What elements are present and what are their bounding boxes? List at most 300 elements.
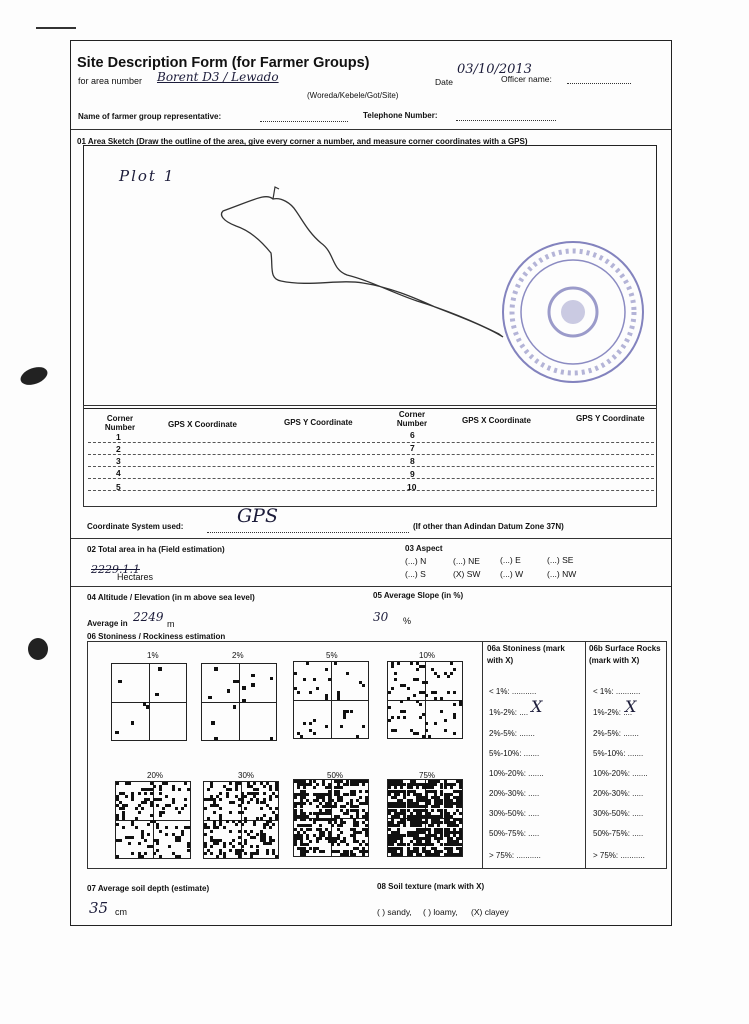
stone-mark: [356, 809, 359, 812]
slope-unit: %: [403, 616, 412, 626]
stone-mark: [331, 824, 334, 827]
stoniness-a-class-3[interactable]: 5%-10%: .......: [489, 749, 540, 758]
site-description-form: [70, 40, 672, 926]
stone-mark: [219, 814, 222, 817]
stone-mark: [434, 847, 437, 850]
stone-mark: [353, 809, 356, 812]
stone-mark: [210, 852, 213, 855]
stone-mark: [450, 837, 453, 840]
surface-rocks-b-class-2[interactable]: 2%-5%: .......: [593, 729, 639, 738]
stoniness-a-class-8[interactable]: > 75%: ...........: [489, 851, 541, 860]
stone-mark: [331, 799, 334, 802]
stone-mark: [309, 840, 312, 843]
stone-mark: [359, 802, 362, 805]
stone-mark: [150, 782, 153, 785]
stone-mark: [419, 691, 422, 694]
stone-mark: [403, 824, 406, 827]
stone-mark: [444, 780, 447, 783]
stone-mark: [260, 839, 263, 842]
stone-mark: [116, 823, 119, 826]
stone-mark: [235, 823, 238, 826]
corner-number-8: 8: [410, 456, 415, 466]
grid-divider-horizontal: [388, 700, 462, 701]
stone-mark: [444, 786, 447, 789]
stone-mark: [422, 665, 425, 668]
stone-mark: [275, 788, 278, 791]
stone-mark: [204, 852, 207, 855]
stone-mark: [316, 783, 319, 786]
stone-mark: [447, 828, 450, 831]
officer-name-field[interactable]: [567, 83, 631, 84]
stone-mark: [365, 790, 368, 793]
stoniness-grid-75pct: [387, 779, 463, 857]
stoniness-grid-20pct: [115, 781, 191, 859]
aspect-option-nw[interactable]: (...) NW: [547, 569, 577, 579]
surface-rocks-b-class-8[interactable]: > 75%: ...........: [593, 851, 645, 860]
stone-mark: [407, 793, 410, 796]
stone-mark: [356, 821, 359, 824]
aspect-option-ne[interactable]: (...) NE: [453, 556, 480, 566]
stoniness-a-class-6[interactable]: 30%-50%: .....: [489, 809, 540, 818]
stone-mark: [419, 783, 422, 786]
stone-mark: [397, 824, 400, 827]
total-area-value[interactable]: 2229.1.1: [91, 563, 140, 576]
stone-mark: [300, 735, 303, 738]
stone-mark: [241, 795, 244, 798]
stone-mark: [450, 853, 453, 856]
stone-mark: [407, 783, 410, 786]
stone-mark: [444, 729, 447, 732]
stoniness-a-title: 06a Stoniness (mark with X): [487, 644, 565, 665]
stone-mark: [456, 843, 459, 846]
stone-mark: [337, 799, 340, 802]
stone-mark: [297, 691, 300, 694]
surface-rocks-b-class-3[interactable]: 5%-10%: .......: [593, 749, 644, 758]
stone-mark: [241, 823, 244, 826]
stone-mark: [365, 831, 368, 834]
stone-mark: [337, 824, 340, 827]
stone-mark: [388, 780, 391, 783]
stoniness-a-class-5[interactable]: 20%-30%: .....: [489, 789, 540, 798]
grid-divider-horizontal: [202, 702, 276, 703]
stone-mark: [416, 850, 419, 853]
stone-mark: [138, 804, 141, 807]
stone-mark: [204, 807, 207, 810]
stone-mark: [400, 821, 403, 824]
stone-mark: [428, 850, 431, 853]
stone-mark: [397, 793, 400, 796]
stone-mark: [337, 786, 340, 789]
stone-mark: [263, 826, 266, 829]
stone-mark: [343, 821, 346, 824]
stone-mark: [346, 710, 349, 713]
aspect-option-s[interactable]: (...) S: [405, 569, 426, 579]
stone-mark: [343, 793, 346, 796]
stone-mark: [428, 843, 431, 846]
stone-mark: [391, 837, 394, 840]
stone-mark: [437, 802, 440, 805]
date-value[interactable]: 03/10/2013: [457, 62, 532, 77]
surface-rocks-b-class-4[interactable]: 10%-20%: .......: [593, 769, 648, 778]
stone-mark: [388, 809, 391, 812]
stone-mark: [340, 831, 343, 834]
stone-mark: [294, 837, 297, 840]
official-stamp: [495, 237, 651, 387]
stone-mark: [434, 691, 437, 694]
stone-mark: [434, 783, 437, 786]
stone-mark: [365, 796, 368, 799]
stone-mark: [413, 783, 416, 786]
stone-mark: [316, 812, 319, 815]
stone-mark: [260, 782, 263, 785]
stone-mark: [388, 793, 391, 796]
stone-mark: [272, 839, 275, 842]
stone-mark: [204, 833, 207, 836]
stone-mark: [210, 845, 213, 848]
stone-mark: [403, 783, 406, 786]
aspect-option-sw[interactable]: (X) SW: [453, 569, 481, 579]
stone-mark: [269, 807, 272, 810]
stone-mark: [294, 818, 297, 821]
aspect-option-n[interactable]: (...) N: [405, 556, 427, 566]
stone-mark: [356, 805, 359, 808]
stone-mark: [253, 782, 256, 785]
stone-mark: [403, 821, 406, 824]
stone-mark: [428, 853, 431, 856]
stone-mark: [156, 804, 159, 807]
stone-mark: [403, 843, 406, 846]
stone-mark: [178, 788, 181, 791]
stone-mark: [450, 824, 453, 827]
soil-depth-value[interactable]: 35: [89, 899, 109, 917]
stone-mark: [275, 795, 278, 798]
stone-mark: [328, 796, 331, 799]
stone-mark: [425, 815, 428, 818]
stone-mark: [425, 694, 428, 697]
coordinate-system-value[interactable]: GPS: [237, 505, 278, 527]
stone-mark: [422, 786, 425, 789]
stone-mark: [400, 853, 403, 856]
representative-field[interactable]: [260, 121, 348, 122]
stone-mark: [356, 783, 359, 786]
stone-mark: [316, 799, 319, 802]
stone-mark: [150, 845, 153, 848]
stone-mark: [300, 818, 303, 821]
stone-mark: [459, 837, 462, 840]
stone-mark: [313, 678, 316, 681]
stoniness-a-class-1[interactable]: 1%-2%: ....: [489, 708, 529, 717]
stone-mark: [168, 804, 171, 807]
stone-mark: [322, 834, 325, 837]
stone-mark: [309, 824, 312, 827]
soil-depth-label: 07 Average soil depth (estimate): [87, 884, 210, 893]
stone-mark: [223, 855, 226, 858]
surface-rocks-b-class-1[interactable]: 1%-2%: ....: [593, 708, 633, 717]
stone-mark: [175, 826, 178, 829]
stone-mark: [453, 732, 456, 735]
stone-mark: [165, 804, 168, 807]
stone-mark: [238, 811, 241, 814]
altitude-value[interactable]: 2249: [133, 610, 164, 624]
header-divider: [71, 129, 671, 130]
surface-rocks-b-mark[interactable]: X: [625, 697, 637, 716]
stone-mark: [353, 840, 356, 843]
stone-mark: [410, 815, 413, 818]
stone-mark: [394, 796, 397, 799]
stone-mark: [135, 817, 138, 820]
stone-mark: [153, 798, 156, 801]
stone-mark: [181, 807, 184, 810]
row-line: [88, 454, 654, 455]
stone-mark: [229, 830, 232, 833]
stone-mark: [207, 798, 210, 801]
stone-mark: [416, 678, 419, 681]
stone-mark: [251, 674, 255, 678]
stoniness-a-mark[interactable]: X: [531, 697, 543, 716]
stone-mark: [122, 814, 125, 817]
coordinate-system-field[interactable]: [207, 532, 409, 533]
stone-mark: [172, 798, 175, 801]
stone-mark: [388, 828, 391, 831]
stone-mark: [159, 855, 162, 858]
corner-number-1: 1: [116, 432, 121, 442]
stone-mark: [181, 830, 184, 833]
stone-mark: [356, 831, 359, 834]
aspect-option-w[interactable]: (...) W: [500, 569, 524, 579]
slope-value[interactable]: 30: [373, 610, 389, 624]
stone-mark: [394, 678, 397, 681]
stone-mark: [214, 667, 218, 671]
stone-mark: [138, 842, 141, 845]
stone-mark: [444, 812, 447, 815]
stone-mark: [294, 812, 297, 815]
stone-mark: [131, 795, 134, 798]
corner-number-header-right: Corner Number: [396, 410, 428, 428]
stone-mark: [294, 802, 297, 805]
stone-mark: [270, 677, 274, 681]
stone-mark: [141, 801, 144, 804]
stone-mark: [241, 801, 244, 804]
aspect-option-se[interactable]: (...) SE: [547, 555, 574, 565]
stone-mark: [413, 678, 416, 681]
stone-mark: [407, 815, 410, 818]
stone-mark: [303, 850, 306, 853]
stone-mark: [219, 849, 222, 852]
stone-mark: [394, 672, 397, 675]
stone-mark: [353, 790, 356, 793]
stone-mark: [313, 850, 316, 853]
stone-mark: [459, 850, 462, 853]
stoniness-a-class-7[interactable]: 50%-75%: .....: [489, 829, 540, 838]
surface-rocks-b-class-0[interactable]: < 1%: ...........: [593, 687, 641, 696]
stone-mark: [150, 801, 153, 804]
stone-mark: [400, 843, 403, 846]
surface-rocks-b-class-6[interactable]: 30%-50%: .....: [593, 809, 644, 818]
grid-label-50: 50%: [327, 771, 344, 780]
stone-mark: [219, 820, 222, 823]
stone-mark: [453, 796, 456, 799]
stone-mark: [388, 691, 391, 694]
stone-mark: [400, 783, 403, 786]
aspect-option-e[interactable]: (...) E: [500, 555, 521, 565]
stone-mark: [325, 697, 328, 700]
stone-mark: [309, 818, 312, 821]
stone-mark: [229, 811, 232, 814]
stoniness-grid-50pct: [293, 779, 369, 857]
stone-mark: [394, 729, 397, 732]
stone-mark: [263, 792, 266, 795]
stone-mark: [242, 686, 246, 690]
stone-mark: [300, 853, 303, 856]
area-number-value[interactable]: Borent D3 / Lewado: [157, 70, 279, 84]
stone-mark: [440, 815, 443, 818]
stone-mark: [410, 831, 413, 834]
stone-mark: [353, 853, 356, 856]
stone-mark: [456, 805, 459, 808]
stone-mark: [440, 786, 443, 789]
stone-mark: [156, 849, 159, 852]
row-line: [88, 490, 654, 491]
stone-mark: [297, 786, 300, 789]
area-number-label: for area number: [78, 76, 143, 86]
form-title: Site Description Form (for Farmer Groups): [77, 55, 370, 71]
texture-option-sandy[interactable]: ( ) sandy,: [377, 907, 412, 917]
stone-mark: [256, 792, 259, 795]
stone-mark: [343, 716, 346, 719]
stone-mark: [242, 699, 246, 703]
stone-mark: [437, 818, 440, 821]
stone-mark: [165, 833, 168, 836]
stone-mark: [219, 807, 222, 810]
stone-mark: [428, 783, 431, 786]
stone-mark: [365, 843, 368, 846]
stone-mark: [223, 826, 226, 829]
texture-option-loamy[interactable]: ( ) loamy,: [423, 907, 458, 917]
stone-mark: [431, 809, 434, 812]
stone-mark: [362, 684, 365, 687]
stone-mark: [313, 719, 316, 722]
stone-mark: [175, 807, 178, 810]
stone-mark: [313, 780, 316, 783]
stone-mark: [450, 672, 453, 675]
stone-mark: [453, 818, 456, 821]
stone-mark: [263, 836, 266, 839]
stone-mark: [247, 785, 250, 788]
stone-mark: [143, 702, 147, 706]
stone-mark: [269, 839, 272, 842]
grid-divider-horizontal: [294, 700, 368, 701]
stone-mark: [365, 812, 368, 815]
stone-mark: [447, 818, 450, 821]
stone-mark: [181, 833, 184, 836]
grid-label-10: 10%: [419, 651, 436, 660]
stone-mark: [150, 804, 153, 807]
stoniness-a-class-0[interactable]: < 1%: ...........: [489, 687, 537, 696]
page-edge-mark: [36, 27, 76, 29]
stone-mark: [343, 837, 346, 840]
stone-mark: [219, 792, 222, 795]
surface-rocks-b-class-5[interactable]: 20%-30%: .....: [593, 789, 644, 798]
stone-mark: [337, 815, 340, 818]
stoniness-section-label: 06 Stoniness / Rockiness estimation: [87, 632, 226, 641]
stoniness-a-class-2[interactable]: 2%-5%: .......: [489, 729, 535, 738]
stone-mark: [444, 809, 447, 812]
stone-mark: [337, 697, 340, 700]
stoniness-a-class-4[interactable]: 10%-20%: .......: [489, 769, 544, 778]
stone-mark: [397, 837, 400, 840]
stone-mark: [122, 826, 125, 829]
stone-mark: [419, 793, 422, 796]
stone-mark: [153, 852, 156, 855]
stone-mark: [144, 839, 147, 842]
corner-number-header-left: Corner Number: [104, 414, 136, 432]
stone-mark: [434, 722, 437, 725]
stone-mark: [388, 706, 391, 709]
stone-mark: [425, 729, 428, 732]
stone-mark: [356, 847, 359, 850]
representative-label: Name of farmer group representative:: [78, 112, 222, 121]
stone-mark: [353, 793, 356, 796]
stone-mark: [419, 703, 422, 706]
stone-mark: [440, 837, 443, 840]
stone-mark: [422, 713, 425, 716]
divider-area: [71, 586, 671, 587]
stone-mark: [359, 796, 362, 799]
stone-mark: [303, 853, 306, 856]
stone-mark: [146, 705, 150, 709]
location-hint: (Woreda/Kebele/Got/Site): [307, 91, 399, 100]
stone-mark: [156, 842, 159, 845]
stone-mark: [334, 837, 337, 840]
stone-mark: [150, 788, 153, 791]
stone-mark: [131, 798, 134, 801]
stone-mark: [251, 683, 255, 687]
stone-mark: [362, 815, 365, 818]
texture-option-clayey[interactable]: (X) clayey: [471, 907, 509, 917]
stone-mark: [116, 795, 119, 798]
stone-mark: [219, 823, 222, 826]
stone-mark: [437, 837, 440, 840]
stone-mark: [428, 831, 431, 834]
stone-mark: [459, 828, 462, 831]
stone-mark: [238, 836, 241, 839]
surface-rocks-b-class-7[interactable]: 50%-75%: .....: [593, 829, 644, 838]
grid-label-75: 75%: [419, 771, 436, 780]
stone-mark: [407, 697, 410, 700]
stone-mark: [453, 834, 456, 837]
stone-mark: [266, 782, 269, 785]
divider-coordinates: [71, 538, 671, 539]
stone-mark: [316, 687, 319, 690]
corner-number-5: 5: [116, 482, 121, 492]
stone-mark: [229, 801, 232, 804]
stone-mark: [229, 788, 232, 791]
stone-mark: [247, 792, 250, 795]
stone-mark: [340, 786, 343, 789]
stone-mark: [138, 811, 141, 814]
stone-mark: [394, 812, 397, 815]
stone-mark: [303, 790, 306, 793]
stone-mark: [444, 821, 447, 824]
stone-mark: [210, 785, 213, 788]
stone-mark: [459, 812, 462, 815]
stone-mark: [425, 722, 428, 725]
telephone-field[interactable]: [456, 120, 556, 121]
stone-mark: [447, 812, 450, 815]
stone-mark: [356, 815, 359, 818]
stone-mark: [459, 700, 462, 703]
stone-mark: [241, 811, 244, 814]
